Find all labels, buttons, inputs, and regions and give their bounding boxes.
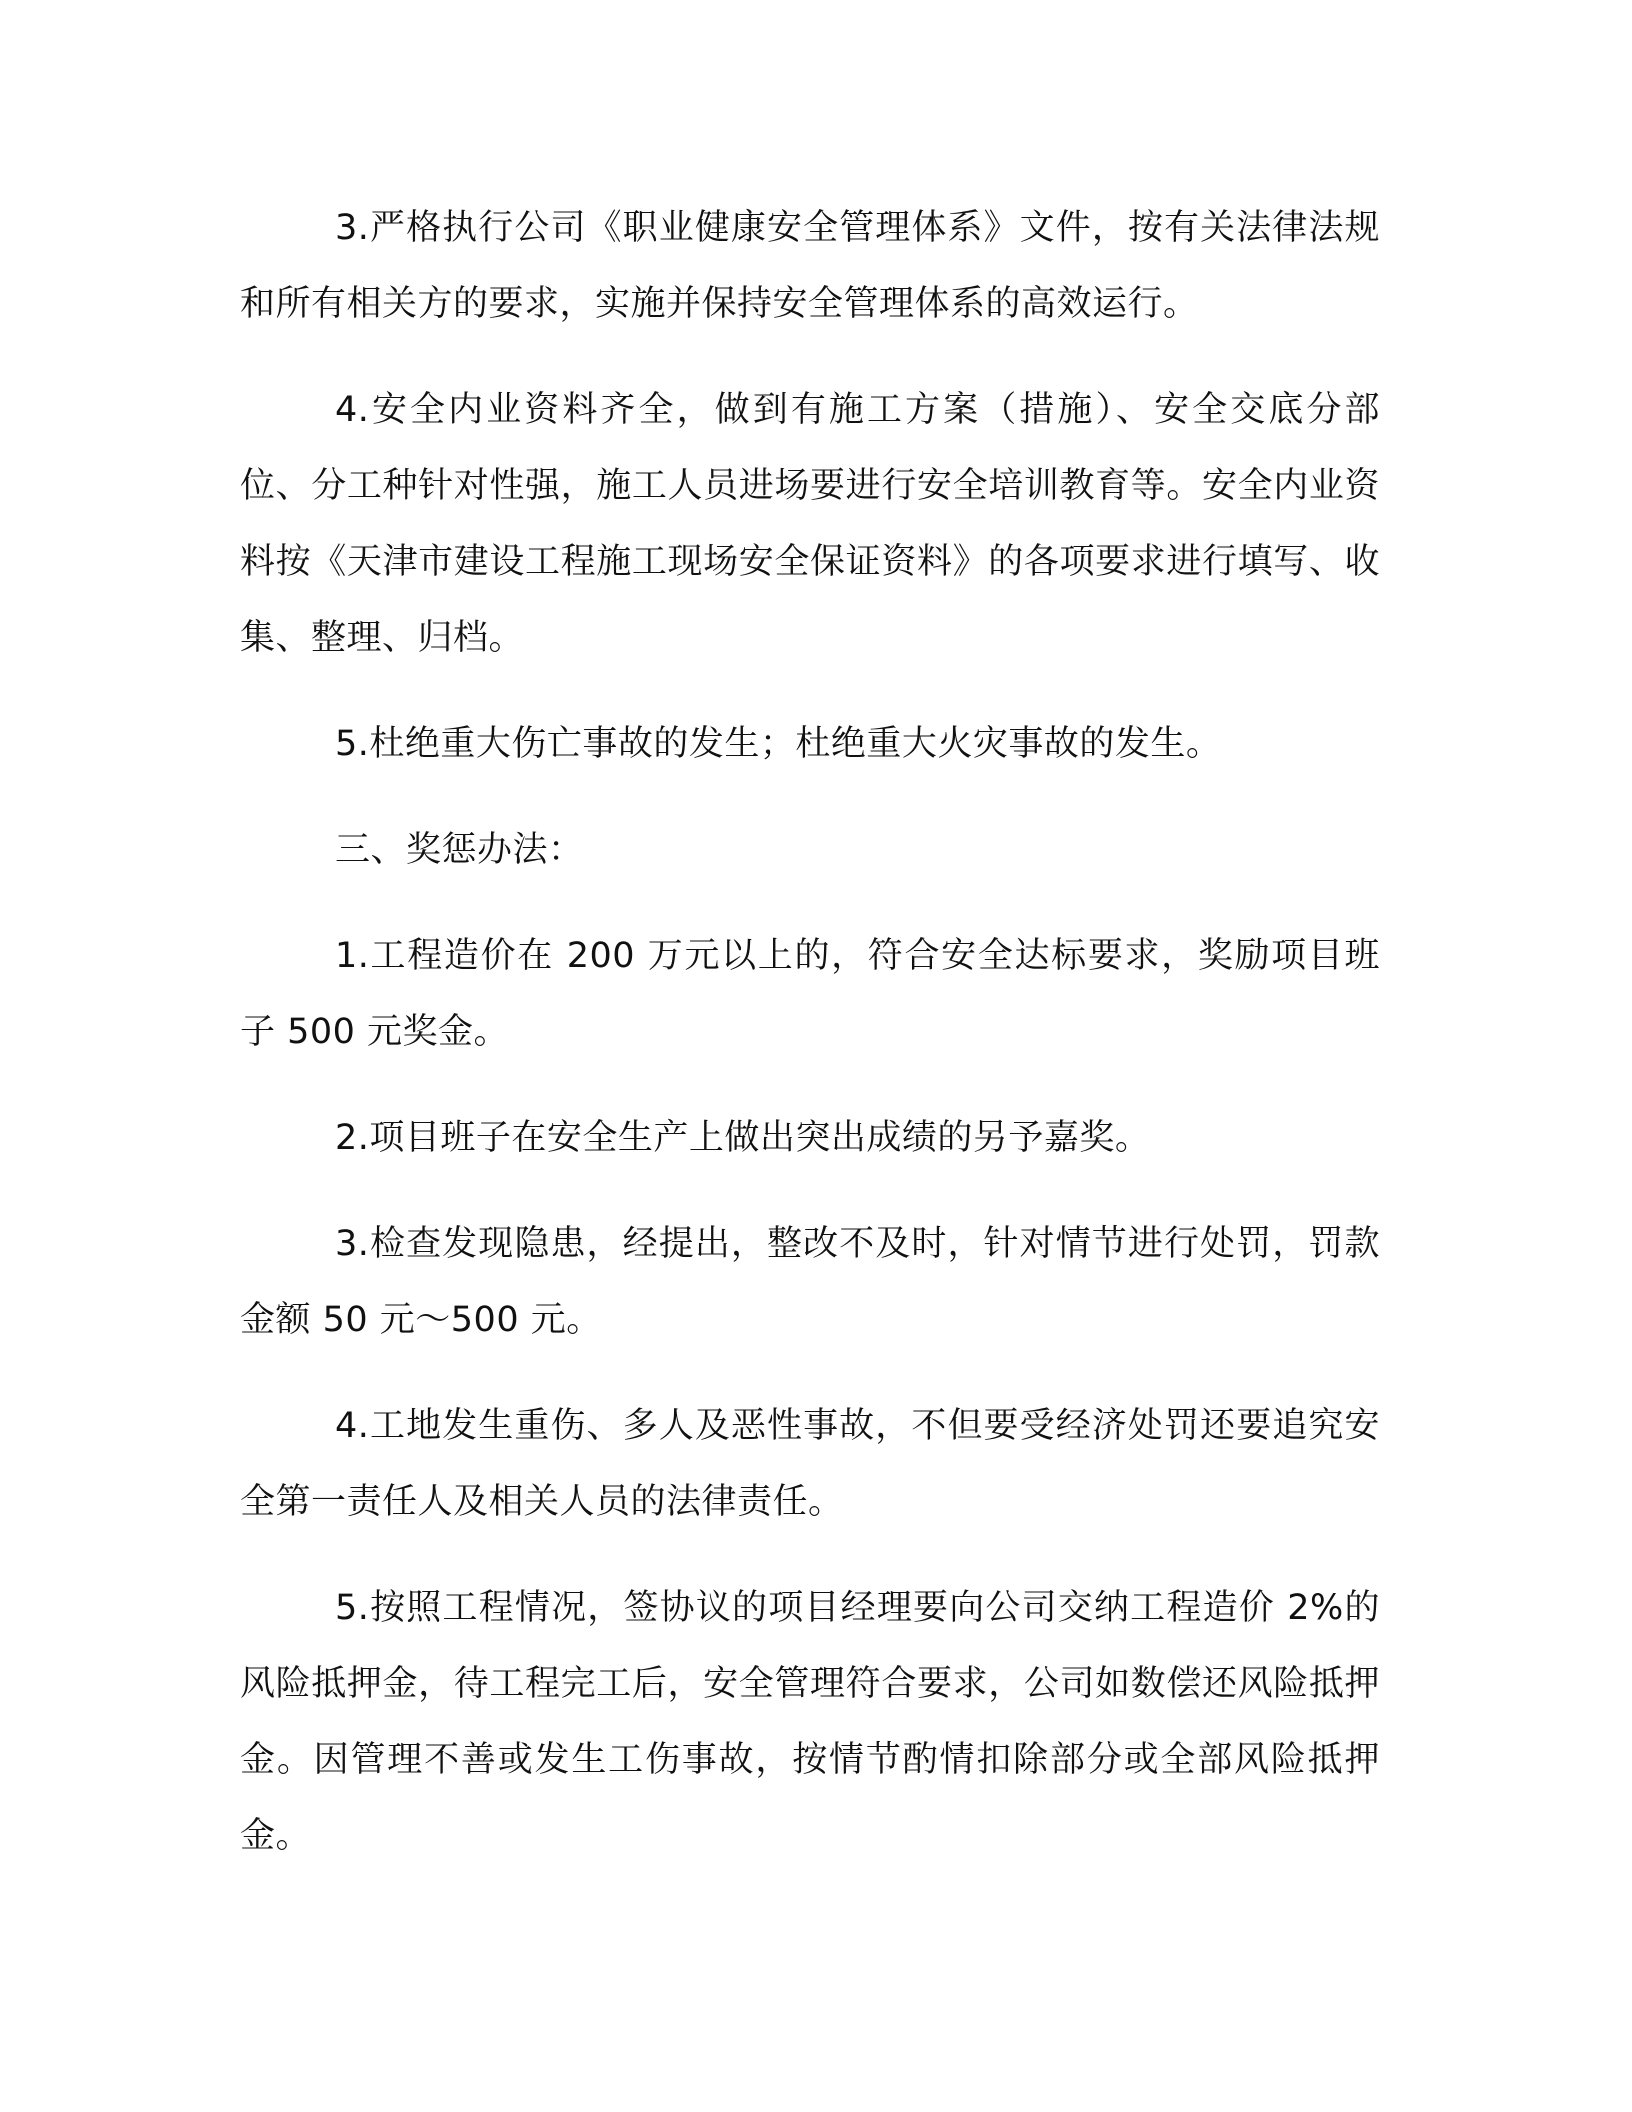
- paragraph-risk-deposit: 5.按照工程情况，签协议的项目经理要向公司交纳工程造价 2%的风险抵押金，待工程完工后，安全管理符合要求，公司如数偿还风险抵押金。因管理不善或发生工伤事故，按情节酌情扣除部分或全部风险抵押金。: [240, 1588, 1380, 1856]
- paragraph-reward-outstanding: 2.项目班子在安全生产上做出突出成绩的另予嘉奖。: [335, 1118, 1151, 1158]
- paragraph-safety-records: 4.安全内业资料齐全，做到有施工方案（措施）、安全交底分部位、分工种针对性强，施工人员进场要进行安全培训教育等。安全内业资料按《天津市建设工程施工现场安全保证资料》的各项要求进行填写、收集、整理、归档。: [240, 390, 1380, 658]
- section-heading-rewards-penalties: 三、奖惩办法：: [335, 830, 584, 870]
- paragraph-penalty-accidents: 4.工地发生重伤、多人及恶性事故，不但要受经济处罚还要追究安全第一责任人及相关人员的法律责任。: [240, 1406, 1380, 1522]
- paragraph-penalty-hazards: 3.检查发现隐患，经提出，整改不及时，针对情节进行处罚，罚款金额 50 元～500 元。: [240, 1224, 1380, 1340]
- paragraph-reward-cost: 1.工程造价在 200 万元以上的，符合安全达标要求，奖励项目班子 500 元奖金。: [240, 936, 1380, 1052]
- paragraph-safety-system: 3.严格执行公司《职业健康安全管理体系》文件，按有关法律法规和所有相关方的要求，实施并保持安全管理体系的高效运行。: [240, 208, 1380, 324]
- document-body: [240, 190, 1380, 1904]
- paragraph-accident-prevention: 5.杜绝重大伤亡事故的发生；杜绝重大火灾事故的发生。: [335, 724, 1222, 764]
